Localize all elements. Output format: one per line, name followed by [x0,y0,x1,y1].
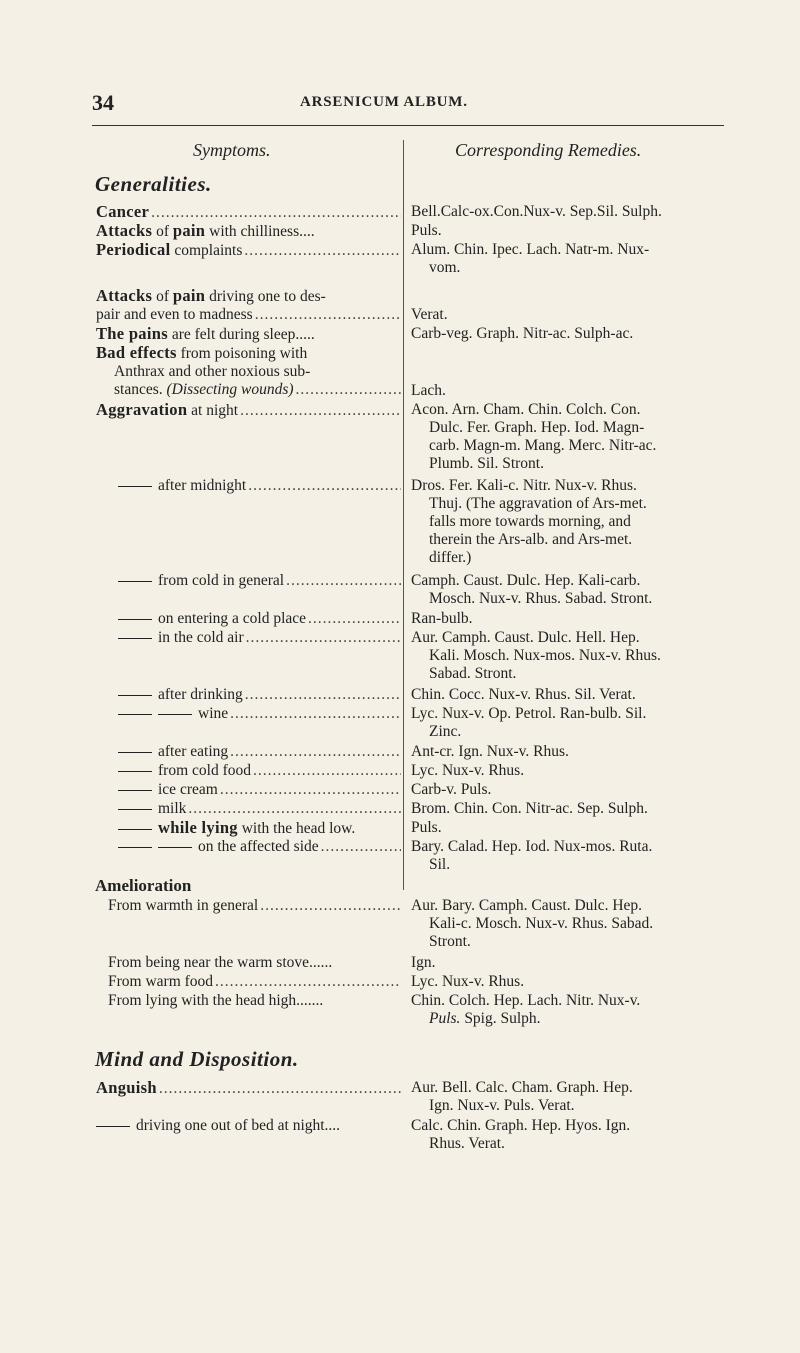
symptom-lying-head-low: while lying with the head low. [118,819,401,838]
remedy-after-drinking: Chin. Cocc. Nux-v. Rhus. Sil. Verat. [411,686,636,703]
remedy-cold-food: Lyc. Nux-v. Rhus. [411,762,525,779]
remedy-after-midnight: Dros. Fer. Kali-c. Nitr. Nux-v. Rhus. Thuj. (The aggravation of Ars-met. falls more towards morning, and therein the Ars-alb. and Ars-met. differ.) [411,477,647,566]
symptom-head-high: From lying with the head high....... [108,992,324,1009]
symptom-after-drinking: after drinking ..... [118,686,401,704]
running-head: ARSENICUM ALBUM. [300,94,468,110]
remedy-wine: Lyc. Nux-v. Op. Petrol. Ran-bulb. Sil. Zinc. [411,705,647,740]
symptom-cold-general: from cold in general ..... [118,572,401,590]
remedy-head-high: Chin. Colch. Hep. Lach. Nitr. Nux-v. Puls. Spig. Sulph. [411,992,641,1027]
symptom-ice-cream: ice cream ..... [118,781,401,799]
column-divider [403,140,404,890]
symptom-anguish: Anguish ..... [96,1079,401,1098]
remedy-attacks-despair: Verat. [411,306,448,323]
symptom-wine: wine ..... [118,705,401,723]
symptom-after-eating: after eating ..... [118,743,401,761]
symptom-warmth-general: From warmth in general ..... [108,897,401,915]
column-heading-remedies: Corresponding Remedies. [455,140,642,160]
symptom-attacks-chilliness: Attacks of pain with chilliness.... [96,221,315,240]
column-heading-symptoms: Symptoms. [193,140,271,160]
remedy-aggravation-night: Acon. Arn. Cham. Chin. Colch. Con. Dulc. Fer. Graph. Hep. Iod. Magn- carb. Magn-m. Mang. Merc. Nitr-ac. Plumb. Sil. Stront. [411,401,657,472]
remedy-driving-out-of-bed: Calc. Chin. Graph. Hep. Hyos. Ign. Rhus. Verat. [411,1117,631,1152]
remedy-periodical-complaints: Alum. Chin. Ipec. Lach. Natr-m. Nux- vom. [411,241,650,276]
remedy-warm-food: Lyc. Nux-v. Rhus. [411,973,525,990]
section-heading-generalities: Generalities. [95,172,212,196]
remedy-pains-sleep: Carb-veg. Graph. Nitr-ac. Sulph-ac. [411,325,634,342]
remedy-cancer: Bell.Calc-ox.Con.Nux-v. Sep.Sil. Sulph. [411,203,662,220]
symptom-pains-sleep: The pains are felt during sleep..... [96,324,315,343]
remedy-warmth-general: Aur. Bary. Camph. Caust. Dulc. Hep. Kali-c. Mosch. Nux-v. Rhus. Sabad. Stront. [411,897,654,950]
section-heading-amelioration: Amelioration [95,876,192,895]
symptom-attacks-despair: Attacks of pain driving one to des- pair and even to madness ..... [96,287,401,324]
symptom-driving-out-of-bed: driving one out of bed at night.... [96,1117,401,1135]
remedy-cold-place: Ran-bulb. [411,610,473,627]
section-heading-mind: Mind and Disposition. [95,1047,299,1071]
symptom-bad-effects: Bad effects from poisoning with Anthrax and other noxious sub- stances. (Dissecting wounds) ..... [96,344,401,399]
page-number: 34 [92,90,114,115]
symptom-cold-air: in the cold air ..... [118,629,401,647]
remedy-ice-cream: Carb-v. Puls. [411,781,492,798]
remedy-affected-side: Bary. Calad. Hep. Iod. Nux-mos. Ruta. Sil. [411,838,653,873]
symptom-warm-stove: From being near the warm stove...... [108,954,333,971]
symptom-cold-place: on entering a cold place ..... [118,610,401,628]
remedy-cold-air: Aur. Camph. Caust. Dulc. Hell. Hep. Kali. Mosch. Nux-mos. Nux-v. Rhus. Sabad. Stront. [411,629,661,682]
symptom-affected-side: on the affected side ..... [118,838,401,856]
symptom-cancer [96,203,401,222]
remedy-warm-stove: Ign. [411,954,436,971]
remedy-after-eating: Ant-cr. Ign. Nux-v. Rhus. [411,743,569,760]
symptom-warm-food: From warm food ..... [108,973,401,991]
remedy-lying-head-low: Puls. [411,819,442,836]
symptom-periodical-complaints: Periodical complaints ..... [96,241,401,260]
header-rule [92,125,724,126]
remedy-milk: Brom. Chin. Con. Nitr-ac. Sep. Sulph. [411,800,648,817]
symptom-after-midnight: after midnight ..... [118,477,401,495]
symptom-milk: milk ..... [118,800,401,818]
remedy-cold-general: Camph. Caust. Dulc. Hep. Kali-carb. Mosch. Nux-v. Rhus. Sabad. Stront. [411,572,653,607]
remedy-anguish: Aur. Bell. Calc. Cham. Graph. Hep. Ign. Nux-v. Puls. Verat. [411,1079,633,1114]
symptom-aggravation-night: Aggravation at night ..... [96,401,401,420]
symptom-keyword: Cancer [96,202,150,221]
remedy-bad-effects: Lach. [411,382,446,399]
remedy-attacks-chilliness: Puls. [411,222,442,239]
symptom-cold-food: from cold food ..... [118,762,401,780]
